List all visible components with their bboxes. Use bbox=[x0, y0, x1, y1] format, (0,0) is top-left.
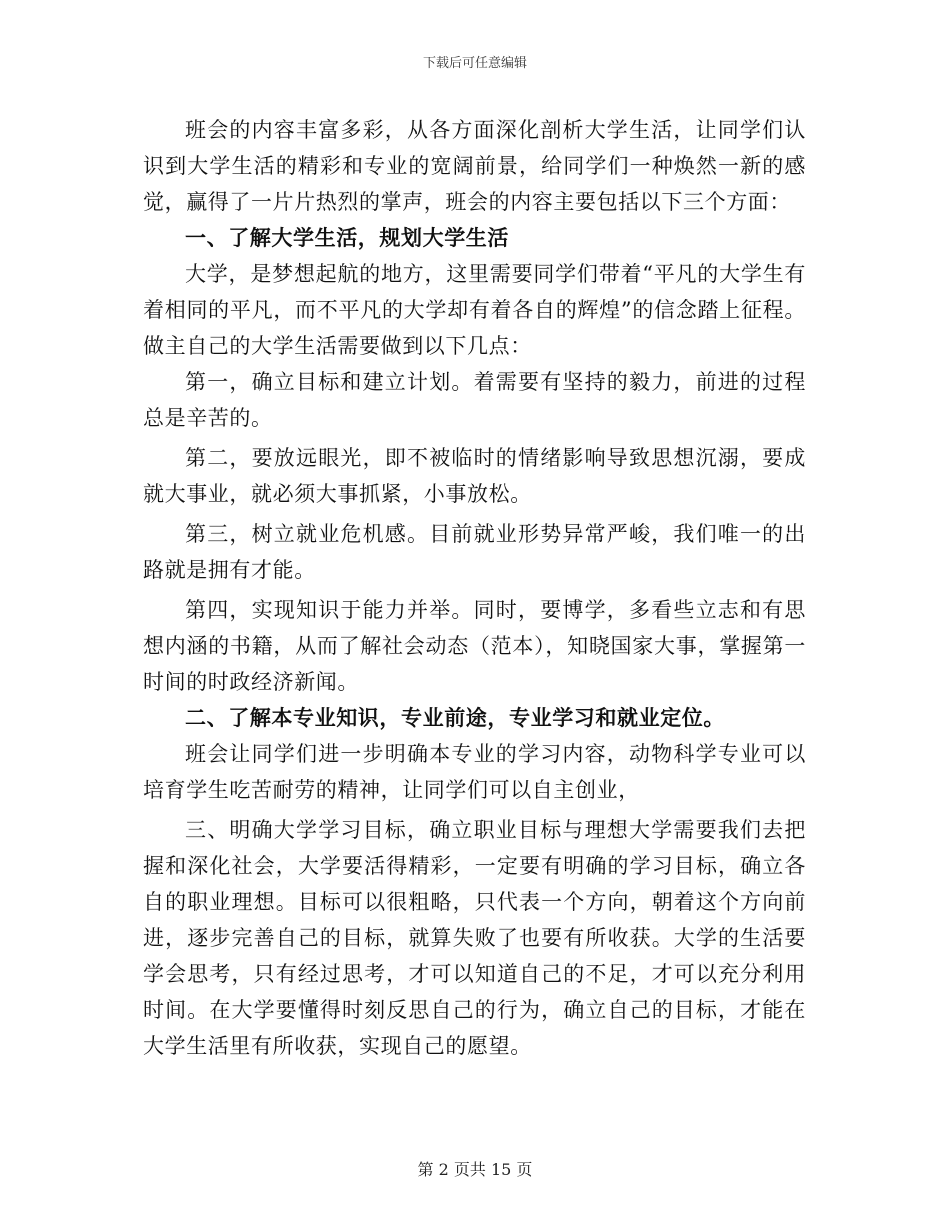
paragraph-point-2: 第二，要放远眼光，即不被临时的情绪影响导致思想沉溺，要成就大事业，就必须大事抓紧，小事放松。 bbox=[143, 446, 806, 506]
paragraph-university: 大学，是梦想起航的地方，这里需要同学们带着“平凡的大学生有着相同的平凡，而不平凡的大学却有着各自的辉煌”的信念踏上征程。做主自己的大学生活需要做到以下几点： bbox=[143, 262, 806, 358]
page-footer: 第 2 页共 15 页 bbox=[417, 1160, 533, 1179]
paragraph-point-4: 第四，实现知识于能力并举。同时，要博学，多看些立志和有思想内涵的书籍，从而了解社会动态（范本），知晓国家大事，掌握第一时间的时政经济新闻。 bbox=[143, 598, 806, 694]
page-header: 下载后可任意编辑 bbox=[422, 56, 527, 71]
paragraph-point-1: 第一，确立目标和建立计划。着需要有坚持的毅力，前进的过程总是辛苦的。 bbox=[143, 370, 806, 430]
paragraph-goals: 三、明确大学学习目标，确立职业目标与理想大学需要我们去把握和深化社会，大学要活得精彩，一定要有明确的学习目标，确立各自的职业理想。目标可以很粗略，只代表一个方向，朝着这个方向前进，逐步完善自己的目标，就算失败了也要有所收获。大学的生活要学会思考，只有经过思考，才可以知道自己的不足，才可以充分利用时间。在大学要懂得时刻反思自己的行为，确立自己的目标，才能在大学生活里有所收获，实现自己的愿望。 bbox=[143, 818, 806, 1058]
document-body bbox=[143, 112, 806, 1064]
paragraph-intro: 班会的内容丰富多彩，从各方面深化剖析大学生活，让同学们认识到大学生活的精彩和专业的宽阔前景，给同学们一种焕然一新的感觉，赢得了一片片热烈的掌声，班会的内容主要包括以下三个方面： bbox=[143, 118, 806, 214]
section-heading-1: 一、了解大学生活，规划大学生活 bbox=[185, 225, 509, 250]
section-heading-2: 二、了解本专业知识，专业前途，专业学习和就业定位。 bbox=[185, 705, 725, 730]
paragraph-major: 班会让同学们进一步明确本专业的学习内容，动物科学专业可以培育学生吃苦耐劳的精神，让同学们可以自主创业， bbox=[143, 742, 806, 802]
paragraph-point-3: 第三，树立就业危机感。目前就业形势异常严峻，我们唯一的出路就是拥有才能。 bbox=[143, 522, 806, 582]
